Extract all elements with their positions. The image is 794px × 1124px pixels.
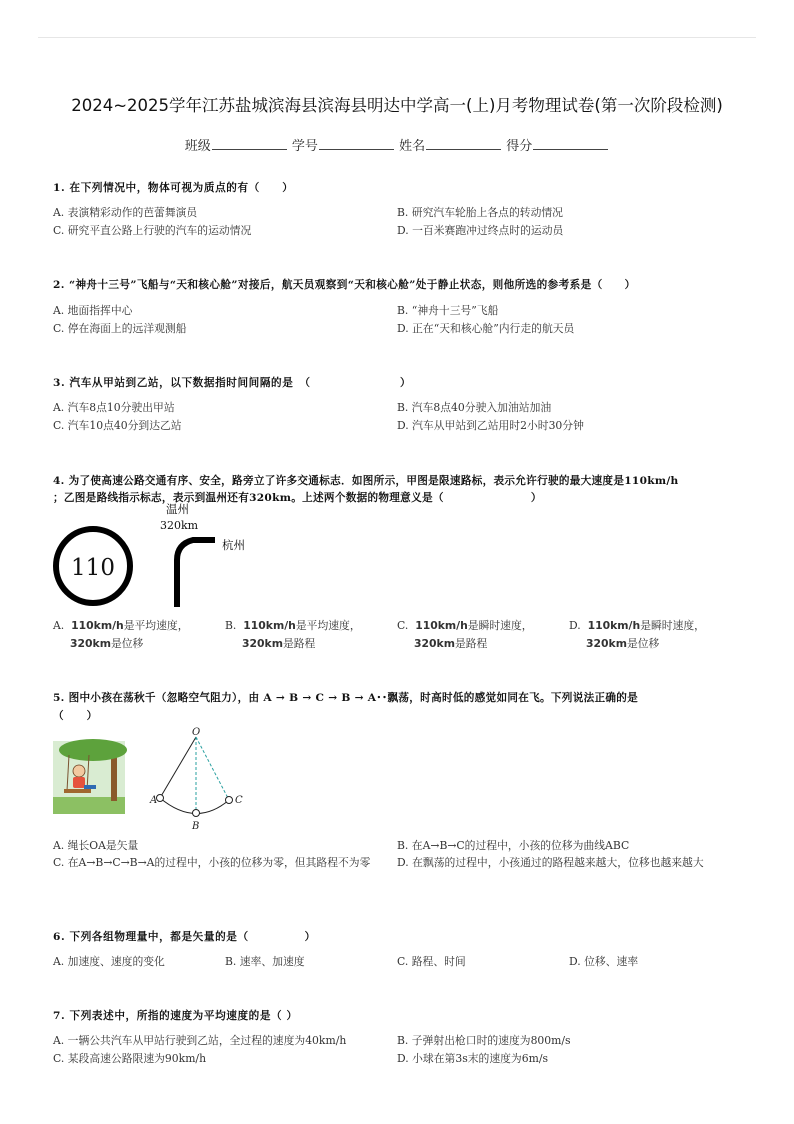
- id-label: 学号: [291, 139, 318, 154]
- q1-option-a[interactable]: A. 表演精彩动作的芭蕾舞演员: [53, 206, 198, 219]
- point-a-label: A: [150, 795, 158, 806]
- q5-option-d[interactable]: D. 在飘荡的过程中，小孩通过的路程越来越大，位移也越来越大: [397, 856, 704, 869]
- q3-option-b[interactable]: B. 汽车8点40分驶入加油站加油: [397, 401, 552, 414]
- route-sign: [160, 500, 260, 610]
- id-blank[interactable]: [319, 137, 394, 150]
- q2-option-c[interactable]: C. 停在海面上的远洋观测船: [53, 322, 187, 335]
- swing-seat: [64, 789, 91, 793]
- name-label: 姓名: [399, 139, 426, 154]
- question-7: 7. 下列表述中，所指的速度为平均速度的是（ ）: [53, 1010, 298, 1022]
- child-head: [73, 765, 85, 777]
- point-c: [226, 797, 233, 804]
- child-shirt: [73, 777, 85, 788]
- point-b-label: B: [192, 821, 200, 832]
- speed-limit-sign: [50, 525, 140, 615]
- q4-option-a[interactable]: A. 110km/h是平均速度， 320km是位移: [53, 619, 189, 650]
- q4-option-b[interactable]: B. 110km/h是平均速度， 320km是路程: [225, 619, 361, 650]
- question-6: 6. 下列各组物理量中，都是矢量的是（ ）: [53, 931, 316, 943]
- q2-option-b[interactable]: B. “神舟十三号”飞船: [397, 304, 499, 317]
- q4-option-d[interactable]: D. 110km/h是瞬时速度， 320km是位移: [569, 619, 705, 650]
- q1-option-b[interactable]: B. 研究汽车轮胎上各点的转动情况: [397, 206, 563, 219]
- q3-option-a[interactable]: A. 汽车8点10分驶出甲站: [53, 401, 175, 414]
- q2-option-d[interactable]: D. 正在“天和核心舱”内行走的航天员: [397, 322, 575, 335]
- rope-oa: [160, 737, 196, 798]
- q7-option-c[interactable]: C. 某段高速公路限速为90km/h: [53, 1052, 207, 1065]
- q7-option-a[interactable]: A. 一辆公共汽车从甲站行驶到乙站，全过程的速度为40km/h: [53, 1034, 347, 1047]
- route-arrow-shape: [177, 540, 215, 607]
- route-distance: 320km: [160, 519, 199, 532]
- class-label: 班级: [184, 139, 211, 154]
- q6-option-d[interactable]: D. 位移、速率: [569, 955, 639, 968]
- point-b: [193, 810, 200, 817]
- q5-option-b[interactable]: B. 在A→B→C的过程中，小孩的位移为曲线ABC: [397, 839, 630, 852]
- question-4-line-1: 4. 为了使高速公路交通有序、安全，路旁立了许多交通标志．如图所示，甲图是限速路标，表示允许行驶的最大速度是110km/h: [53, 475, 679, 487]
- rope-oc-dashed: [196, 737, 229, 800]
- q6-option-a[interactable]: A. 加速度、速度的变化: [53, 955, 165, 968]
- q3-option-c[interactable]: C. 汽车10点40分到达乙站: [53, 419, 182, 432]
- q4-option-c[interactable]: C. 110km/h是瞬时速度， 320km是路程: [397, 619, 533, 650]
- q7-option-b[interactable]: B. 子弹射出枪口时的速度为800m/s: [397, 1034, 571, 1047]
- score-blank[interactable]: [533, 137, 608, 150]
- route-city-wenzhou: 温州: [166, 502, 189, 516]
- q3-option-d[interactable]: D. 汽车从甲站到乙站用时2小时30分钟: [397, 419, 584, 432]
- exam-title: 2024~2025学年江苏盐城滨海县滨海县明达中学高一(上)月考物理试卷(第一次阶段检测): [71, 96, 723, 115]
- q5-option-a[interactable]: A. 绳长OA是矢量: [53, 839, 139, 852]
- name-blank[interactable]: [426, 137, 501, 150]
- q7-option-d[interactable]: D. 小球在第3s末的速度为6m/s: [397, 1052, 549, 1065]
- swing-child-illustration: [53, 741, 125, 814]
- question-3: 3. 汽车从甲站到乙站，以下数据指时间间隔的是 （ ）: [53, 377, 412, 389]
- question-1: 1. 在下列情况中，物体可视为质点的有（ ）: [53, 182, 294, 194]
- page-top-rule: [38, 37, 756, 38]
- q1-option-d[interactable]: D. 一百米赛跑冲过终点时的运动员: [397, 224, 564, 237]
- pendulum-diagram: [150, 725, 250, 835]
- route-city-hangzhou: 杭州: [222, 538, 245, 552]
- point-c-label: C: [235, 795, 243, 806]
- speed-limit-value: 110: [71, 555, 115, 581]
- point-a: [157, 795, 164, 802]
- point-o-label: O: [192, 727, 201, 738]
- child-legs: [84, 785, 96, 789]
- q5-option-c[interactable]: C. 在A→B→C→B→A的过程中，小孩的位移为零，但其路程不为零: [53, 856, 371, 869]
- q1-option-c[interactable]: C. 研究平直公路上行驶的汽车的运动情况: [53, 224, 252, 237]
- q2-option-a[interactable]: A. 地面指挥中心: [53, 304, 133, 317]
- q6-option-b[interactable]: B. 速率、加速度: [225, 955, 305, 968]
- student-info-line: [0, 135, 794, 154]
- question-4-line-2: ；乙图是路线指示标志，表示到温州还有320km。上述两个数据的物理意义是（ ）: [53, 492, 542, 504]
- q6-option-c[interactable]: C. 路程、时间: [397, 955, 466, 968]
- class-blank[interactable]: [212, 137, 287, 150]
- question-2: 2. “神舟十三号”飞船与“天和核心舱”对接后，航天员观察到“天和核心舱”处于静止状态，则他所选的参考系是（ ）: [53, 279, 636, 291]
- question-5-line-2: （ ）: [53, 710, 98, 722]
- question-5-line-1: 5. 图中小孩在荡秋千（忽略空气阻力），由 A → B → C → B → A･･飘荡，时高时低的感觉如同在飞。下列说法正确的是: [53, 692, 639, 704]
- score-label: 得分: [506, 139, 533, 154]
